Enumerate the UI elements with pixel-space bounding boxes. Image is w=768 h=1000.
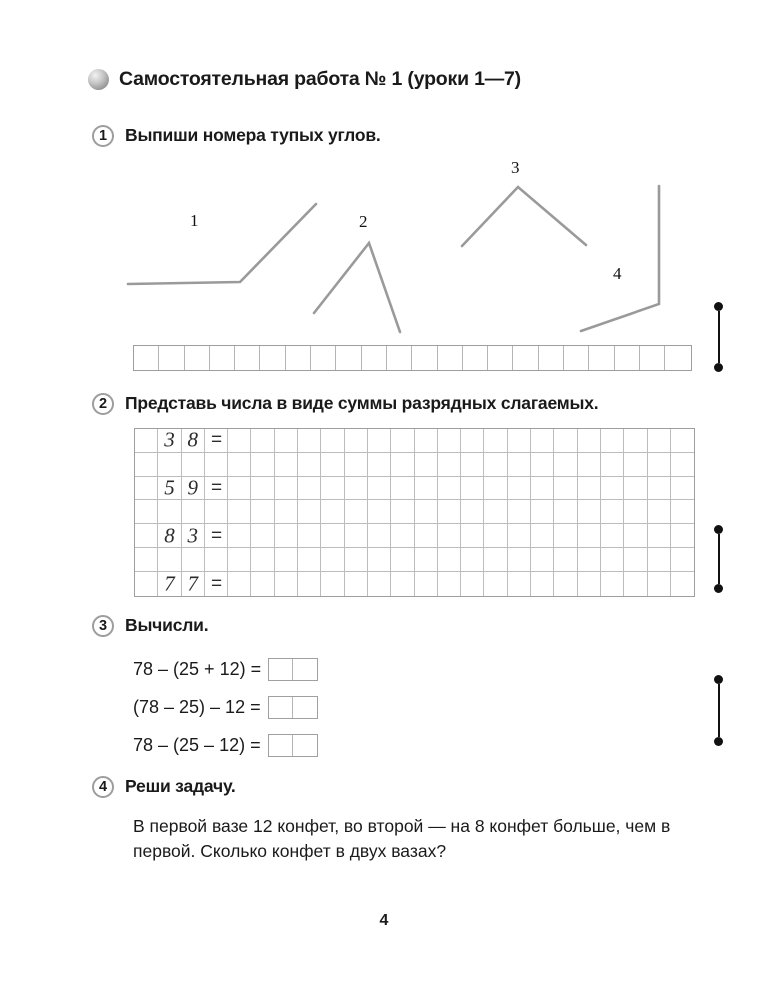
task-text-1: Выпиши номера тупых углов.	[125, 125, 381, 145]
grid-cell[interactable]	[275, 477, 298, 501]
grid-cell[interactable]	[321, 572, 344, 596]
handwritten-digit: 3	[164, 427, 175, 452]
grid-cell[interactable]	[135, 524, 158, 548]
grid-row	[135, 453, 694, 477]
grid-cell[interactable]	[182, 429, 205, 453]
task-text-2: Представь числа в виде суммы разрядных слагаемых.	[125, 393, 599, 413]
grid-cell[interactable]	[508, 572, 531, 596]
page-header	[88, 68, 521, 91]
handwritten-digit: 9	[187, 475, 198, 500]
grid-cell[interactable]	[578, 548, 601, 572]
grid-cell[interactable]	[228, 524, 251, 548]
answer-box-cell[interactable]	[293, 697, 317, 718]
equals-sign: =	[210, 525, 223, 547]
angle-shape-2	[314, 243, 400, 332]
grid-cell[interactable]	[415, 453, 438, 477]
grid-row	[135, 477, 694, 501]
grid-cell[interactable]	[205, 429, 228, 453]
grid-cell[interactable]	[298, 453, 321, 477]
grid-cell[interactable]	[345, 524, 368, 548]
grid-cell[interactable]	[205, 453, 228, 477]
grid-cell[interactable]	[578, 500, 601, 524]
grid-cell[interactable]	[461, 548, 484, 572]
equals-sign: =	[210, 429, 223, 451]
grid-cell[interactable]	[601, 453, 624, 477]
grid-cell[interactable]	[484, 572, 507, 596]
grid-cell[interactable]	[508, 453, 531, 477]
grid-row	[135, 429, 694, 453]
grid-cell[interactable]	[415, 524, 438, 548]
grid-cell[interactable]	[531, 453, 554, 477]
answer-strip-cell[interactable]	[311, 346, 336, 370]
grid-cell[interactable]	[461, 477, 484, 501]
grid-cell[interactable]	[182, 453, 205, 477]
grid-cell[interactable]	[158, 453, 181, 477]
answer-box-cell[interactable]	[269, 659, 293, 680]
grid-cell[interactable]	[321, 500, 344, 524]
grid-cell[interactable]	[205, 500, 228, 524]
grid-cell[interactable]	[671, 572, 694, 596]
marker-dot-bottom-icon	[714, 737, 723, 746]
expression-answer-box[interactable]	[268, 734, 318, 757]
grid-cell[interactable]	[251, 524, 274, 548]
grid-cell[interactable]	[368, 572, 391, 596]
grid-cell[interactable]	[321, 453, 344, 477]
grid-cell[interactable]	[415, 548, 438, 572]
grid-cell[interactable]	[438, 453, 461, 477]
grid-cell[interactable]	[275, 572, 298, 596]
grid-cell[interactable]	[624, 477, 647, 501]
grid-cell[interactable]	[345, 572, 368, 596]
grid-cell[interactable]	[624, 524, 647, 548]
angle-label-1: 1	[190, 211, 199, 230]
grid-cell[interactable]	[415, 500, 438, 524]
task-4-problem-text: В первой вазе 12 конфет, во второй — на 8 конфет больше, чем в первой. Сколько конфет в двух вазах?	[133, 816, 671, 861]
answer-strip-cell[interactable]	[488, 346, 513, 370]
grid-cell[interactable]	[135, 453, 158, 477]
answer-strip-cell[interactable]	[640, 346, 665, 370]
grid-cell[interactable]	[205, 548, 228, 572]
grid-cell[interactable]	[182, 524, 205, 548]
grid-cell[interactable]	[461, 500, 484, 524]
grid-cell[interactable]	[275, 500, 298, 524]
grid-cell[interactable]	[415, 477, 438, 501]
grid-cell[interactable]	[158, 524, 181, 548]
grid-cell[interactable]	[158, 500, 181, 524]
marker-dot-bottom-icon	[714, 363, 723, 372]
marker-line	[718, 684, 720, 737]
grid-cell[interactable]	[298, 524, 321, 548]
page-number: 4	[379, 912, 389, 929]
grid-cell[interactable]	[484, 477, 507, 501]
grid-cell[interactable]	[531, 500, 554, 524]
grid-cell[interactable]	[368, 500, 391, 524]
marker-line	[718, 534, 720, 584]
grid-cell[interactable]	[205, 477, 228, 501]
grid-cell[interactable]	[671, 500, 694, 524]
grid-cell[interactable]	[671, 477, 694, 501]
grid-cell[interactable]	[508, 477, 531, 501]
grid-cell[interactable]	[135, 572, 158, 596]
task-text-3: Вычисли.	[125, 615, 209, 635]
grid-cell[interactable]	[321, 477, 344, 501]
grid-cell[interactable]	[275, 453, 298, 477]
answer-strip-cell[interactable]	[513, 346, 538, 370]
answer-strip-cell[interactable]	[159, 346, 184, 370]
grid-cell[interactable]	[648, 524, 671, 548]
margin-marker-2	[714, 525, 723, 593]
marker-line	[718, 311, 720, 363]
margin-marker-1	[714, 302, 723, 372]
sphere-bullet-icon	[88, 69, 109, 90]
grid-row	[135, 500, 694, 524]
grid-cell[interactable]	[554, 500, 577, 524]
angle-shape-3	[462, 187, 586, 246]
grid-cell[interactable]	[391, 524, 414, 548]
grid-cell[interactable]	[601, 524, 624, 548]
marker-dot-top-icon	[714, 302, 723, 311]
task-2	[92, 392, 598, 415]
angle-label-2: 2	[359, 212, 368, 231]
grid-cell[interactable]	[251, 429, 274, 453]
handwritten-digit: 7	[187, 571, 198, 596]
grid-cell[interactable]	[438, 429, 461, 453]
grid-cell[interactable]	[554, 548, 577, 572]
grid-cell[interactable]	[484, 500, 507, 524]
grid-cell[interactable]	[228, 548, 251, 572]
grid-cell[interactable]	[415, 429, 438, 453]
grid-cell[interactable]	[298, 548, 321, 572]
margin-marker-3	[714, 675, 723, 746]
answer-strip-cell[interactable]	[615, 346, 640, 370]
grid-cell[interactable]	[648, 453, 671, 477]
handwritten-digit: 8	[164, 523, 175, 548]
grid-cell[interactable]	[601, 572, 624, 596]
grid-cell[interactable]	[648, 477, 671, 501]
grid-cell[interactable]	[484, 453, 507, 477]
expression-text: 78 – (25 + 12) =	[133, 658, 262, 679]
grid-cell[interactable]	[228, 477, 251, 501]
grid-cell[interactable]	[531, 548, 554, 572]
task-number-1: 1	[92, 125, 114, 147]
grid-cell[interactable]	[251, 548, 274, 572]
answer-strip-cell[interactable]	[387, 346, 412, 370]
grid-cell[interactable]	[251, 500, 274, 524]
grid-cell[interactable]	[345, 453, 368, 477]
answer-strip-cell[interactable]	[336, 346, 361, 370]
grid-cell[interactable]	[438, 572, 461, 596]
answer-strip-cell[interactable]	[438, 346, 463, 370]
grid-cell[interactable]	[251, 453, 274, 477]
grid-cell[interactable]	[205, 572, 228, 596]
task-1-answer-strip[interactable]	[133, 345, 692, 371]
grid-cell[interactable]	[368, 477, 391, 501]
grid-cell[interactable]	[205, 524, 228, 548]
grid-cell[interactable]	[391, 429, 414, 453]
grid-cell[interactable]	[484, 524, 507, 548]
grid-cell[interactable]	[554, 524, 577, 548]
grid-cell[interactable]	[461, 453, 484, 477]
grid-cell[interactable]	[531, 524, 554, 548]
grid-cell[interactable]	[578, 524, 601, 548]
grid-cell[interactable]	[298, 477, 321, 501]
answer-strip-cell[interactable]	[185, 346, 210, 370]
task-1	[92, 124, 381, 147]
angle-shape-4	[581, 186, 659, 331]
grid-cell[interactable]	[671, 548, 694, 572]
task-3-expression-list	[133, 650, 318, 764]
task-text-4: Реши задачу.	[125, 776, 236, 796]
grid-cell[interactable]	[438, 477, 461, 501]
grid-cell[interactable]	[368, 429, 391, 453]
grid-cell[interactable]	[158, 572, 181, 596]
grid-cell[interactable]	[368, 453, 391, 477]
equals-sign: =	[210, 573, 223, 595]
grid-cell[interactable]	[554, 429, 577, 453]
grid-cell[interactable]	[624, 429, 647, 453]
grid-cell[interactable]	[554, 572, 577, 596]
grid-cell[interactable]	[624, 500, 647, 524]
grid-cell[interactable]	[135, 548, 158, 572]
grid-cell[interactable]	[298, 429, 321, 453]
grid-cell[interactable]	[484, 548, 507, 572]
grid-cell[interactable]	[391, 453, 414, 477]
grid-cell[interactable]	[158, 429, 181, 453]
grid-cell[interactable]	[298, 500, 321, 524]
grid-cell[interactable]	[391, 500, 414, 524]
grid-cell[interactable]	[508, 524, 531, 548]
answer-strip-cell[interactable]	[210, 346, 235, 370]
grid-cell[interactable]	[508, 548, 531, 572]
answer-strip-cell[interactable]	[362, 346, 387, 370]
grid-cell[interactable]	[321, 429, 344, 453]
grid-cell[interactable]	[368, 524, 391, 548]
grid-cell[interactable]	[182, 477, 205, 501]
grid-cell[interactable]	[391, 572, 414, 596]
grid-cell[interactable]	[368, 548, 391, 572]
grid-cell[interactable]	[275, 548, 298, 572]
answer-box-cell[interactable]	[269, 735, 293, 756]
grid-cell[interactable]	[578, 429, 601, 453]
grid-cell[interactable]	[554, 453, 577, 477]
grid-row	[135, 572, 694, 596]
grid-cell[interactable]	[251, 572, 274, 596]
grid-cell[interactable]	[671, 453, 694, 477]
grid-cell[interactable]	[648, 572, 671, 596]
grid-cell[interactable]	[671, 429, 694, 453]
marker-dot-top-icon	[714, 675, 723, 684]
answer-strip-cell[interactable]	[539, 346, 564, 370]
answer-strip-cell[interactable]	[589, 346, 614, 370]
answer-strip-cell[interactable]	[286, 346, 311, 370]
handwritten-digit: 5	[164, 475, 175, 500]
grid-cell[interactable]	[461, 524, 484, 548]
grid-cell[interactable]	[345, 477, 368, 501]
grid-cell[interactable]	[671, 524, 694, 548]
angle-label-3: 3	[511, 158, 520, 177]
grid-cell[interactable]	[321, 524, 344, 548]
grid-cell[interactable]	[531, 429, 554, 453]
grid-cell[interactable]	[182, 500, 205, 524]
expression-text: 78 – (25 – 12) =	[133, 734, 261, 755]
answer-box-cell[interactable]	[269, 697, 293, 718]
grid-cell[interactable]	[624, 453, 647, 477]
angle-label-4: 4	[613, 264, 622, 283]
marker-dot-top-icon	[714, 525, 723, 534]
expression-row	[133, 726, 318, 764]
grid-cell[interactable]	[508, 500, 531, 524]
grid-cell[interactable]	[345, 500, 368, 524]
grid-row	[135, 548, 694, 572]
grid-cell[interactable]	[578, 453, 601, 477]
grid-cell[interactable]	[601, 548, 624, 572]
grid-cell[interactable]	[135, 429, 158, 453]
grid-cell[interactable]	[578, 572, 601, 596]
task-number-4: 4	[92, 776, 114, 798]
grid-cell[interactable]	[391, 548, 414, 572]
grid-cell[interactable]	[531, 477, 554, 501]
grid-cell[interactable]	[531, 572, 554, 596]
grid-cell[interactable]	[484, 429, 507, 453]
grid-cell[interactable]	[228, 453, 251, 477]
handwritten-digit: 8	[187, 427, 198, 452]
answer-strip-cell[interactable]	[235, 346, 260, 370]
handwritten-digit: 3	[187, 523, 198, 548]
grid-cell[interactable]	[228, 572, 251, 596]
grid-cell[interactable]	[554, 477, 577, 501]
grid-cell[interactable]	[648, 429, 671, 453]
task-number-3: 3	[92, 615, 114, 637]
grid-cell[interactable]	[228, 500, 251, 524]
grid-row	[135, 524, 694, 548]
grid-cell[interactable]	[228, 429, 251, 453]
expression-answer-box[interactable]	[268, 658, 318, 681]
grid-cell[interactable]	[508, 429, 531, 453]
grid-cell[interactable]	[648, 548, 671, 572]
grid-cell[interactable]	[298, 572, 321, 596]
grid-cell[interactable]	[275, 429, 298, 453]
grid-cell[interactable]	[182, 548, 205, 572]
answer-strip-cell[interactable]	[564, 346, 589, 370]
page-title: Самостоятельная работа № 1 (уроки 1—7)	[119, 68, 521, 90]
grid-cell[interactable]	[624, 548, 647, 572]
task-4	[92, 775, 236, 798]
grid-cell[interactable]	[345, 548, 368, 572]
grid-cell[interactable]	[438, 500, 461, 524]
grid-cell[interactable]	[158, 548, 181, 572]
grid-cell[interactable]	[251, 477, 274, 501]
answer-strip-cell[interactable]	[665, 346, 690, 370]
grid-cell[interactable]	[648, 500, 671, 524]
grid-cell[interactable]	[438, 524, 461, 548]
task-2-answer-grid[interactable]	[134, 428, 695, 597]
answer-strip-cell[interactable]	[134, 346, 159, 370]
marker-dot-bottom-icon	[714, 584, 723, 593]
grid-cell[interactable]	[391, 477, 414, 501]
equals-sign: =	[210, 477, 223, 499]
grid-cell[interactable]	[158, 477, 181, 501]
grid-cell[interactable]	[345, 429, 368, 453]
expression-row	[133, 650, 318, 688]
answer-box-cell[interactable]	[293, 735, 317, 756]
grid-cell[interactable]	[461, 572, 484, 596]
expression-text: (78 – 25) – 12 =	[133, 696, 261, 717]
grid-cell[interactable]	[275, 524, 298, 548]
answer-strip-cell[interactable]	[463, 346, 488, 370]
handwritten-digit: 7	[164, 571, 175, 596]
expression-row	[133, 688, 318, 726]
grid-cell[interactable]	[321, 548, 344, 572]
answer-strip-cell[interactable]	[412, 346, 437, 370]
grid-cell[interactable]	[601, 477, 624, 501]
grid-cell[interactable]	[578, 477, 601, 501]
grid-cell[interactable]	[624, 572, 647, 596]
grid-cell[interactable]	[601, 429, 624, 453]
expression-answer-box[interactable]	[268, 696, 318, 719]
answer-box-cell[interactable]	[293, 659, 317, 680]
answer-strip-cell[interactable]	[260, 346, 285, 370]
grid-cell[interactable]	[135, 500, 158, 524]
grid-cell[interactable]	[415, 572, 438, 596]
grid-cell[interactable]	[601, 500, 624, 524]
grid-cell[interactable]	[438, 548, 461, 572]
angle-shape-1	[128, 204, 316, 284]
grid-cell[interactable]	[461, 429, 484, 453]
task-number-2: 2	[92, 393, 114, 415]
grid-cell[interactable]	[182, 572, 205, 596]
task-3	[92, 614, 208, 637]
grid-cell[interactable]	[135, 477, 158, 501]
